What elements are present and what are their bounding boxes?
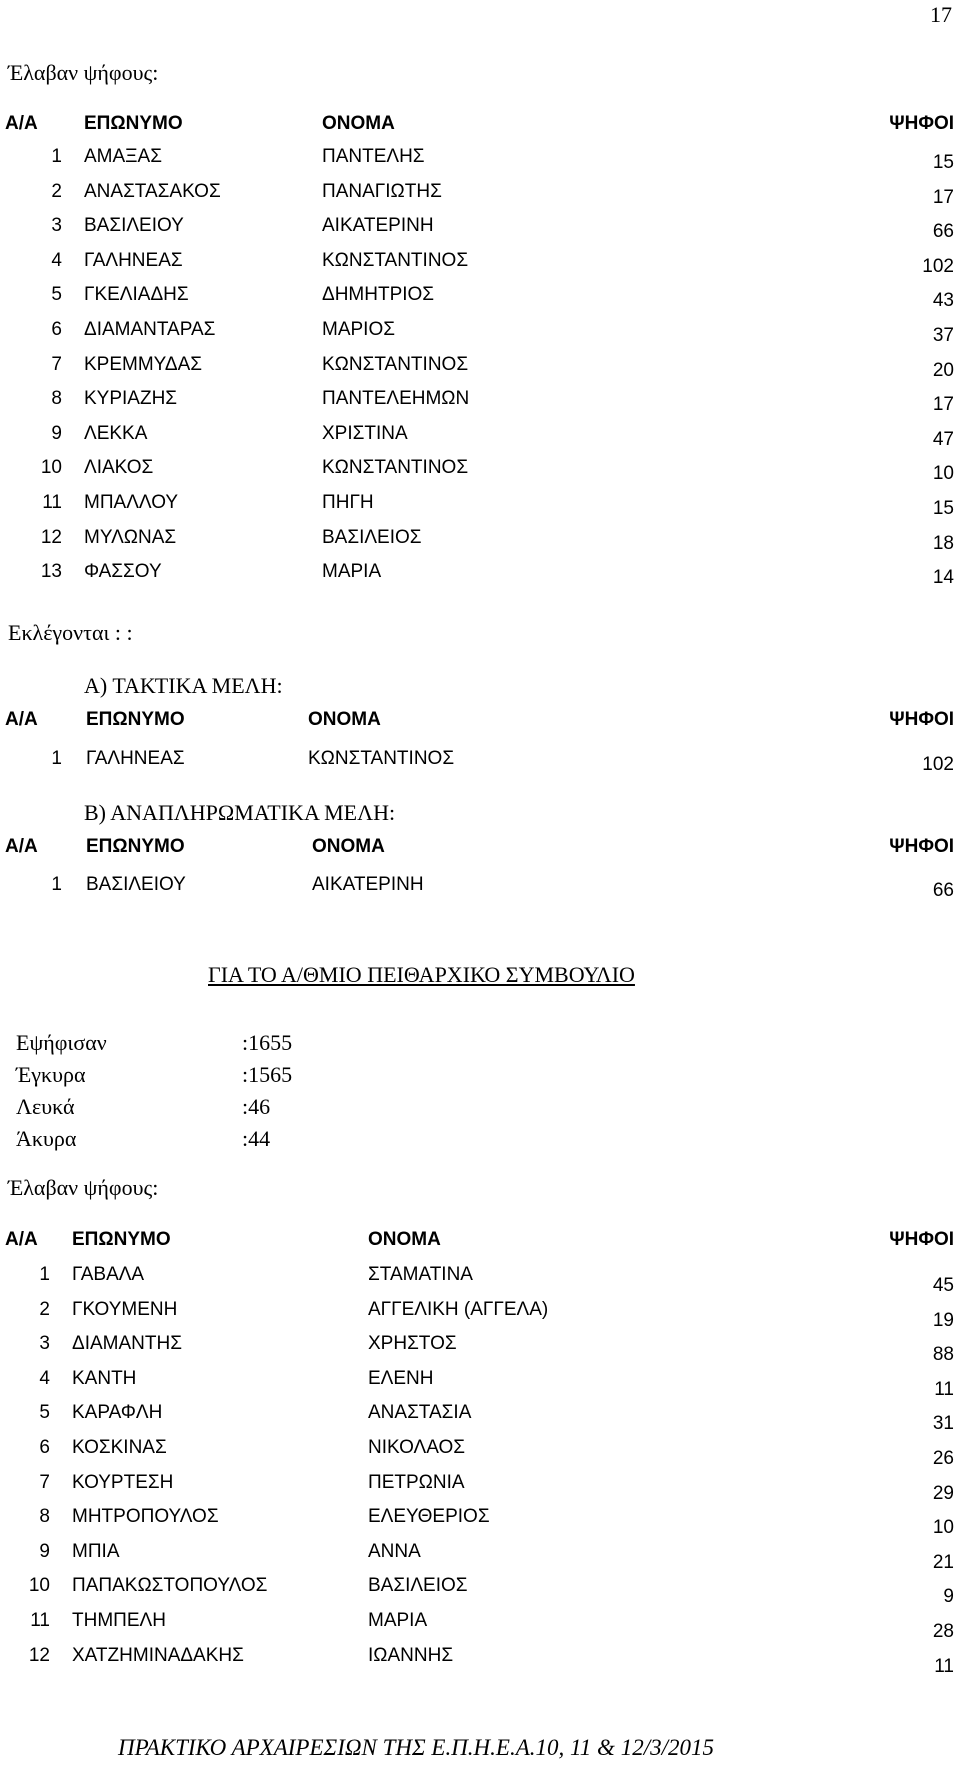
row-aa: 9 xyxy=(51,422,62,444)
row-name: ΔΗΜΗΤΡΙΟΣ xyxy=(322,284,435,306)
row-votes: 29 xyxy=(932,1482,954,1504)
row-surname: ΦΑΣΣΟΥ xyxy=(84,561,162,583)
row-aa: 12 xyxy=(40,526,62,548)
col-header-votes: ΨΗΦΟΙ xyxy=(889,709,954,730)
row-surname: ΓΚΕΛΙΑΔΗΣ xyxy=(84,284,189,306)
row-votes: 10 xyxy=(932,463,954,485)
row-name: ΑΝΝΑ xyxy=(368,1540,421,1562)
row-surname: ΒΑΣΙΛΕΙΟΥ xyxy=(86,874,186,895)
row-aa: 1 xyxy=(51,146,62,167)
row-surname: ΛΙΑΚΟΣ xyxy=(84,457,154,479)
row-votes: 14 xyxy=(932,567,954,589)
row-surname: ΚΟΥΡΤΕΣΗ xyxy=(72,1471,174,1493)
row-votes: 11 xyxy=(934,1378,954,1400)
row-surname: ΚΑΝΤΗ xyxy=(72,1367,137,1389)
row-aa: 7 xyxy=(51,353,62,375)
col-header-votes: ΨΗΦΟΙ xyxy=(889,113,954,134)
row-name: ΠΑΝΑΓΙΩΤΗΣ xyxy=(322,180,442,202)
col-header-aa: Α/Α xyxy=(5,709,38,730)
row-surname: ΜΗΤΡΟΠΟΥΛΟΣ xyxy=(72,1506,219,1528)
row-aa: 3 xyxy=(51,215,62,237)
row-votes: 31 xyxy=(932,1413,954,1435)
row-votes: 26 xyxy=(932,1448,954,1469)
row-name: ΙΩΑΝΝΗΣ xyxy=(368,1644,454,1666)
row-name: ΒΑΣΙΛΕΙΟΣ xyxy=(322,526,422,548)
elected-heading: Εκλέγονται : : xyxy=(8,620,133,645)
col-header-surname: ΕΠΩΝΥΜΟ xyxy=(72,1229,171,1250)
row-name: ΚΩΝΣΤΑΝΤΙΝΟΣ xyxy=(308,748,455,769)
row-surname: ΑΜΑΞΑΣ xyxy=(84,146,162,167)
col-header-surname: ΕΠΩΝΥΜΟ xyxy=(86,836,185,857)
row-surname: ΜΥΛΩΝΑΣ xyxy=(84,526,177,548)
row-aa: 3 xyxy=(39,1333,50,1355)
stat-value: :1565 xyxy=(242,1062,293,1087)
row-aa: 1 xyxy=(51,874,62,895)
row-votes: 66 xyxy=(932,221,954,243)
substitute-members-title: Β) ΑΝΑΠΛΗΡΩΜΑΤΙΚΑ ΜΕΛΗ: xyxy=(84,800,396,825)
row-surname: ΤΗΜΠΕΛΗ xyxy=(72,1610,166,1631)
row-surname: ΚΟΣΚΙΝΑΣ xyxy=(72,1437,167,1458)
stat-label: Λευκά xyxy=(16,1094,75,1119)
row-aa: 2 xyxy=(39,1298,50,1320)
row-aa: 1 xyxy=(39,1264,50,1285)
col-header-surname: ΕΠΩΝΥΜΟ xyxy=(84,113,183,134)
row-name: ΚΩΝΣΤΑΝΤΙΝΟΣ xyxy=(322,457,469,479)
row-aa: 6 xyxy=(51,319,62,340)
row-name: ΑΙΚΑΤΕΡΙΝΗ xyxy=(312,874,424,895)
stat-value: :44 xyxy=(242,1126,271,1151)
col-header-name: ΟΝΟΜΑ xyxy=(322,113,395,134)
stat-label: Άκυρα xyxy=(16,1126,77,1151)
row-surname: ΔΙΑΜΑΝΤΗΣ xyxy=(72,1333,182,1355)
row-surname: ΓΑΛΗΝΕΑΣ xyxy=(84,249,183,271)
row-surname: ΓΑΒΑΛΑ xyxy=(72,1264,145,1285)
row-votes: 28 xyxy=(932,1621,954,1642)
stat-value: :46 xyxy=(242,1094,271,1119)
regular-members-title: Α) ΤΑΚΤΙΚΑ ΜΕΛΗ: xyxy=(84,673,283,698)
row-votes: 15 xyxy=(932,498,954,519)
row-surname: ΧΑΤΖΗΜΙΝΑΔΑΚΗΣ xyxy=(72,1644,244,1666)
row-surname: ΜΠΑΛΛΟΥ xyxy=(84,492,179,513)
row-aa: 9 xyxy=(39,1540,50,1562)
row-votes: 88 xyxy=(932,1344,954,1366)
row-name: ΚΩΝΣΤΑΝΤΙΝΟΣ xyxy=(322,353,469,375)
row-votes: 47 xyxy=(932,428,954,450)
col-header-aa: Α/Α xyxy=(5,113,38,134)
row-name: ΕΛΕΝΗ xyxy=(368,1367,434,1389)
row-surname: ΛΕΚΚΑ xyxy=(84,422,148,444)
row-aa: 11 xyxy=(30,1610,50,1631)
row-aa: 10 xyxy=(28,1575,50,1597)
col-header-name: ΟΝΟΜΑ xyxy=(368,1229,441,1250)
row-aa: 7 xyxy=(39,1471,50,1493)
row-name: ΑΓΓΕΛΙΚΗ (ΑΓΓΕΛΑ) xyxy=(368,1298,549,1320)
row-surname: ΜΠΙΑ xyxy=(72,1540,120,1562)
row-votes: 102 xyxy=(922,754,954,775)
row-votes: 19 xyxy=(932,1309,954,1331)
col-header-aa: Α/Α xyxy=(5,836,38,857)
row-name: ΧΡΙΣΤΙΝΑ xyxy=(322,422,408,444)
row-aa: 8 xyxy=(39,1506,50,1528)
row-name: ΕΛΕΥΘΕΡΙΟΣ xyxy=(368,1506,490,1528)
row-votes: 21 xyxy=(932,1551,954,1573)
row-name: ΚΩΝΣΤΑΝΤΙΝΟΣ xyxy=(322,249,469,271)
council-title-text: ΓΙΑ ΤΟ Α/ΘΜΙΟ ΠΕΙΘΑΡΧΙΚΟ ΣΥΜΒΟΥΛΙΟ xyxy=(208,962,635,987)
row-aa: 8 xyxy=(51,388,62,410)
row-name: ΠΑΝΤΕΛΗΣ xyxy=(322,146,425,167)
row-aa: 2 xyxy=(51,180,62,202)
row-votes: 102 xyxy=(922,255,954,277)
row-aa: 12 xyxy=(28,1644,50,1666)
row-surname: ΑΝΑΣΤΑΣΑΚΟΣ xyxy=(84,180,221,202)
row-aa: 11 xyxy=(42,492,62,513)
row-aa: 1 xyxy=(51,748,62,769)
row-name: ΜΑΡΙΑ xyxy=(322,561,382,583)
row-name: ΧΡΗΣΤΟΣ xyxy=(368,1333,457,1355)
row-name: ΠΕΤΡΩΝΙΑ xyxy=(368,1471,465,1493)
row-votes: 45 xyxy=(932,1275,954,1296)
row-name: ΜΑΡΙΟΣ xyxy=(322,319,395,340)
row-aa: 10 xyxy=(40,457,62,479)
row-surname: ΓΑΛΗΝΕΑΣ xyxy=(86,748,185,769)
council-votes-heading: Έλαβαν ψήφους: xyxy=(8,1175,159,1200)
row-surname: ΚΥΡΙΑΖΗΣ xyxy=(84,388,178,410)
row-name: ΑΙΚΑΤΕΡΙΝΗ xyxy=(322,215,434,237)
row-name: ΜΑΡΙΑ xyxy=(368,1610,428,1631)
col-header-surname: ΕΠΩΝΥΜΟ xyxy=(86,709,185,730)
row-name: ΠΑΝΤΕΛΕΗΜΩΝ xyxy=(322,388,470,410)
row-name: ΠΗΓΗ xyxy=(322,492,374,513)
col-header-votes: ΨΗΦΟΙ xyxy=(889,1229,954,1250)
row-surname: ΚΡΕΜΜΥΔΑΣ xyxy=(84,353,203,375)
council-title xyxy=(208,962,635,988)
col-header-aa: Α/Α xyxy=(5,1229,38,1250)
stat-label: Εψήφισαν xyxy=(16,1030,107,1055)
row-votes: 11 xyxy=(934,1655,954,1677)
col-header-votes: ΨΗΦΟΙ xyxy=(889,836,954,857)
row-aa: 5 xyxy=(39,1402,50,1424)
row-votes: 43 xyxy=(932,290,954,312)
stat-value: :1655 xyxy=(242,1030,293,1055)
row-votes: 17 xyxy=(932,394,954,416)
row-votes: 9 xyxy=(943,1586,954,1608)
row-name: ΣΤΑΜΑΤΙΝΑ xyxy=(368,1264,473,1285)
section-heading-votes: Έλαβαν ψήφους: xyxy=(8,60,159,85)
row-surname: ΠΑΠΑΚΩΣΤΟΠΟΥΛΟΣ xyxy=(72,1575,268,1597)
row-name: ΒΑΣΙΛΕΙΟΣ xyxy=(368,1575,468,1597)
row-surname: ΔΙΑΜΑΝΤΑΡΑΣ xyxy=(84,319,216,340)
row-surname: ΚΑΡΑΦΛΗ xyxy=(72,1402,163,1424)
col-header-name: ΟΝΟΜΑ xyxy=(308,709,381,730)
row-votes: 10 xyxy=(932,1517,954,1539)
row-votes: 15 xyxy=(932,152,954,173)
row-surname: ΒΑΣΙΛΕΙΟΥ xyxy=(84,215,184,237)
row-votes: 18 xyxy=(932,532,954,554)
row-votes: 17 xyxy=(932,186,954,208)
row-name: ΑΝΑΣΤΑΣΙΑ xyxy=(368,1402,472,1424)
col-header-name: ΟΝΟΜΑ xyxy=(312,836,385,857)
row-aa: 13 xyxy=(40,561,62,583)
row-votes: 37 xyxy=(932,325,954,346)
row-name: ΝΙΚΟΛΑΟΣ xyxy=(368,1437,466,1458)
stat-label: Έγκυρα xyxy=(16,1062,86,1087)
row-aa: 4 xyxy=(51,249,62,271)
row-votes: 20 xyxy=(932,359,954,381)
row-surname: ΓΚΟΥΜΕΝΗ xyxy=(72,1298,178,1320)
row-aa: 5 xyxy=(51,284,62,306)
row-aa: 6 xyxy=(39,1437,50,1458)
row-aa: 4 xyxy=(39,1367,50,1389)
page-number: 17 xyxy=(930,2,952,27)
row-votes: 66 xyxy=(932,880,954,901)
footer: ΠΡΑΚΤΙΚΟ ΑΡΧΑΙΡΕΣΙΩΝ ΤΗΣ Ε.Π.Η.Ε.Α.10, 11 & 12/3/2015 xyxy=(118,1735,714,1760)
